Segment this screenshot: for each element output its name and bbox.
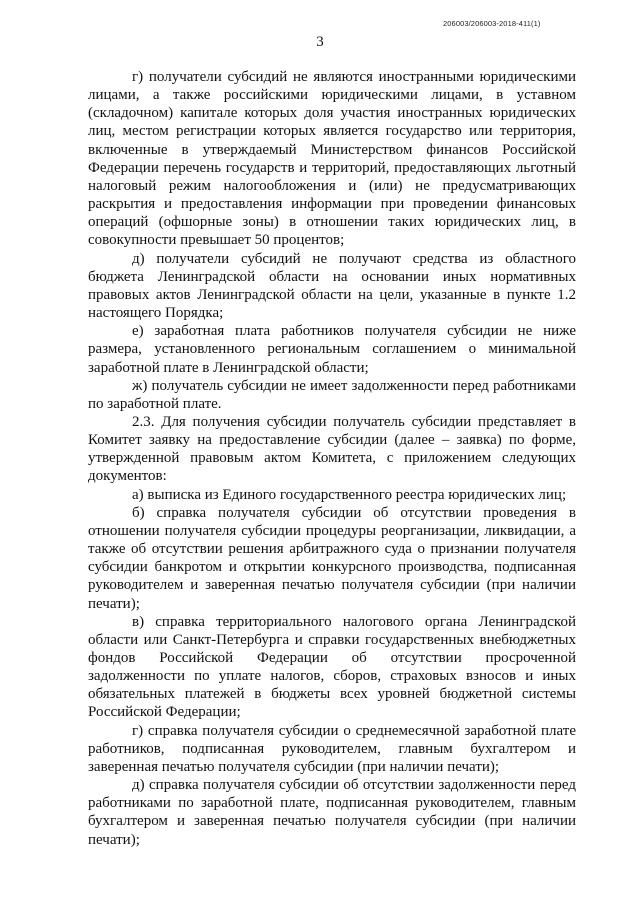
list-item-g-average-wage-certificate: г) справка получателя субсидии о среднемесячной заработной плате работников, подписанная руководителем, главным бухгалтером и заверенная печатью получателя субсидии (при наличии печати); — [88, 722, 576, 775]
document-code: 206003/206003-2018-411(1) — [443, 19, 541, 28]
list-item-v-tax-certificate: в) справка территориального налогового органа Ленинградской области или Санкт-Петербурга и справки государственных внебюджетных фондов Российской Федерации об отсутствии просроченной задолженности по уплате налогов, сборов, страховых взносов и иных обязательных платежей в бюджеты всех уровней бюджетной системы Российской Федерации; — [88, 613, 576, 721]
document-body — [88, 68, 576, 849]
paragraph-2-3-application: 2.3. Для получения субсидии получатель субсидии представляет в Комитет заявку на предоставление субсидии (далее – заявка) по форме, утвержденной правовым актом Комитета, с приложением следующих документов: — [88, 413, 576, 485]
paragraph-g-foreign-entities: г) получатели субсидий не являются иностранными юридическими лицами, а также российскими юридическими лицами, в уставном (складочном) капитале которых доля участия иностранных юридических лиц, местом регистрации которых является государство или территория, включенные в утверждаемый Министерством финансов Российской Федерации перечень государств и территорий, предоставляющих льготный налоговый режим налогообложения и (или) не предусматривающих раскрытия и предоставления информации при проведении финансовых операций (офшорные зоны) в отношении таких юридических лиц, в совокупности превышает 50 процентов; — [88, 69, 576, 249]
list-item-b-reorganization-certificate: б) справка получателя субсидии об отсутствии проведения в отношении получателя субсидии процедуры реорганизации, ликвидации, а также об отсутствии решения арбитражного суда о признании получателя субсидии банкротом и открытии конкурсного производства, подписанная руководителем и заверенная печатью получателя субсидии (при наличии печати); — [88, 504, 576, 612]
list-item-a-registry-extract: а) выписка из Единого государственного реестра юридических лиц; — [132, 486, 567, 503]
paragraph-e-minimum-wage: е) заработная плата работников получателя субсидии не ниже размера, установленного региональным соглашением о минимальной заработной плате в Ленинградской области; — [88, 323, 576, 376]
page-number: 3 — [316, 34, 324, 50]
paragraph-d-other-funding: д) получатели субсидий не получают средства из областного бюджета Ленинградской области на основании иных нормативных правовых актов Ленинградской области на цели, указанные в пункте 1.2 настоящего Порядка; — [88, 250, 576, 322]
list-item-d-arrears-certificate: д) справка получателя субсидии об отсутствии задолженности перед работниками по заработной плате, подписанная руководителем, главным бухгалтером и заверенная печатью получателя субсидии (при наличии печати); — [88, 777, 576, 848]
paragraph-zh-wage-arrears: ж) получатель субсидии не имеет задолженности перед работниками по заработной плате. — [88, 377, 576, 412]
